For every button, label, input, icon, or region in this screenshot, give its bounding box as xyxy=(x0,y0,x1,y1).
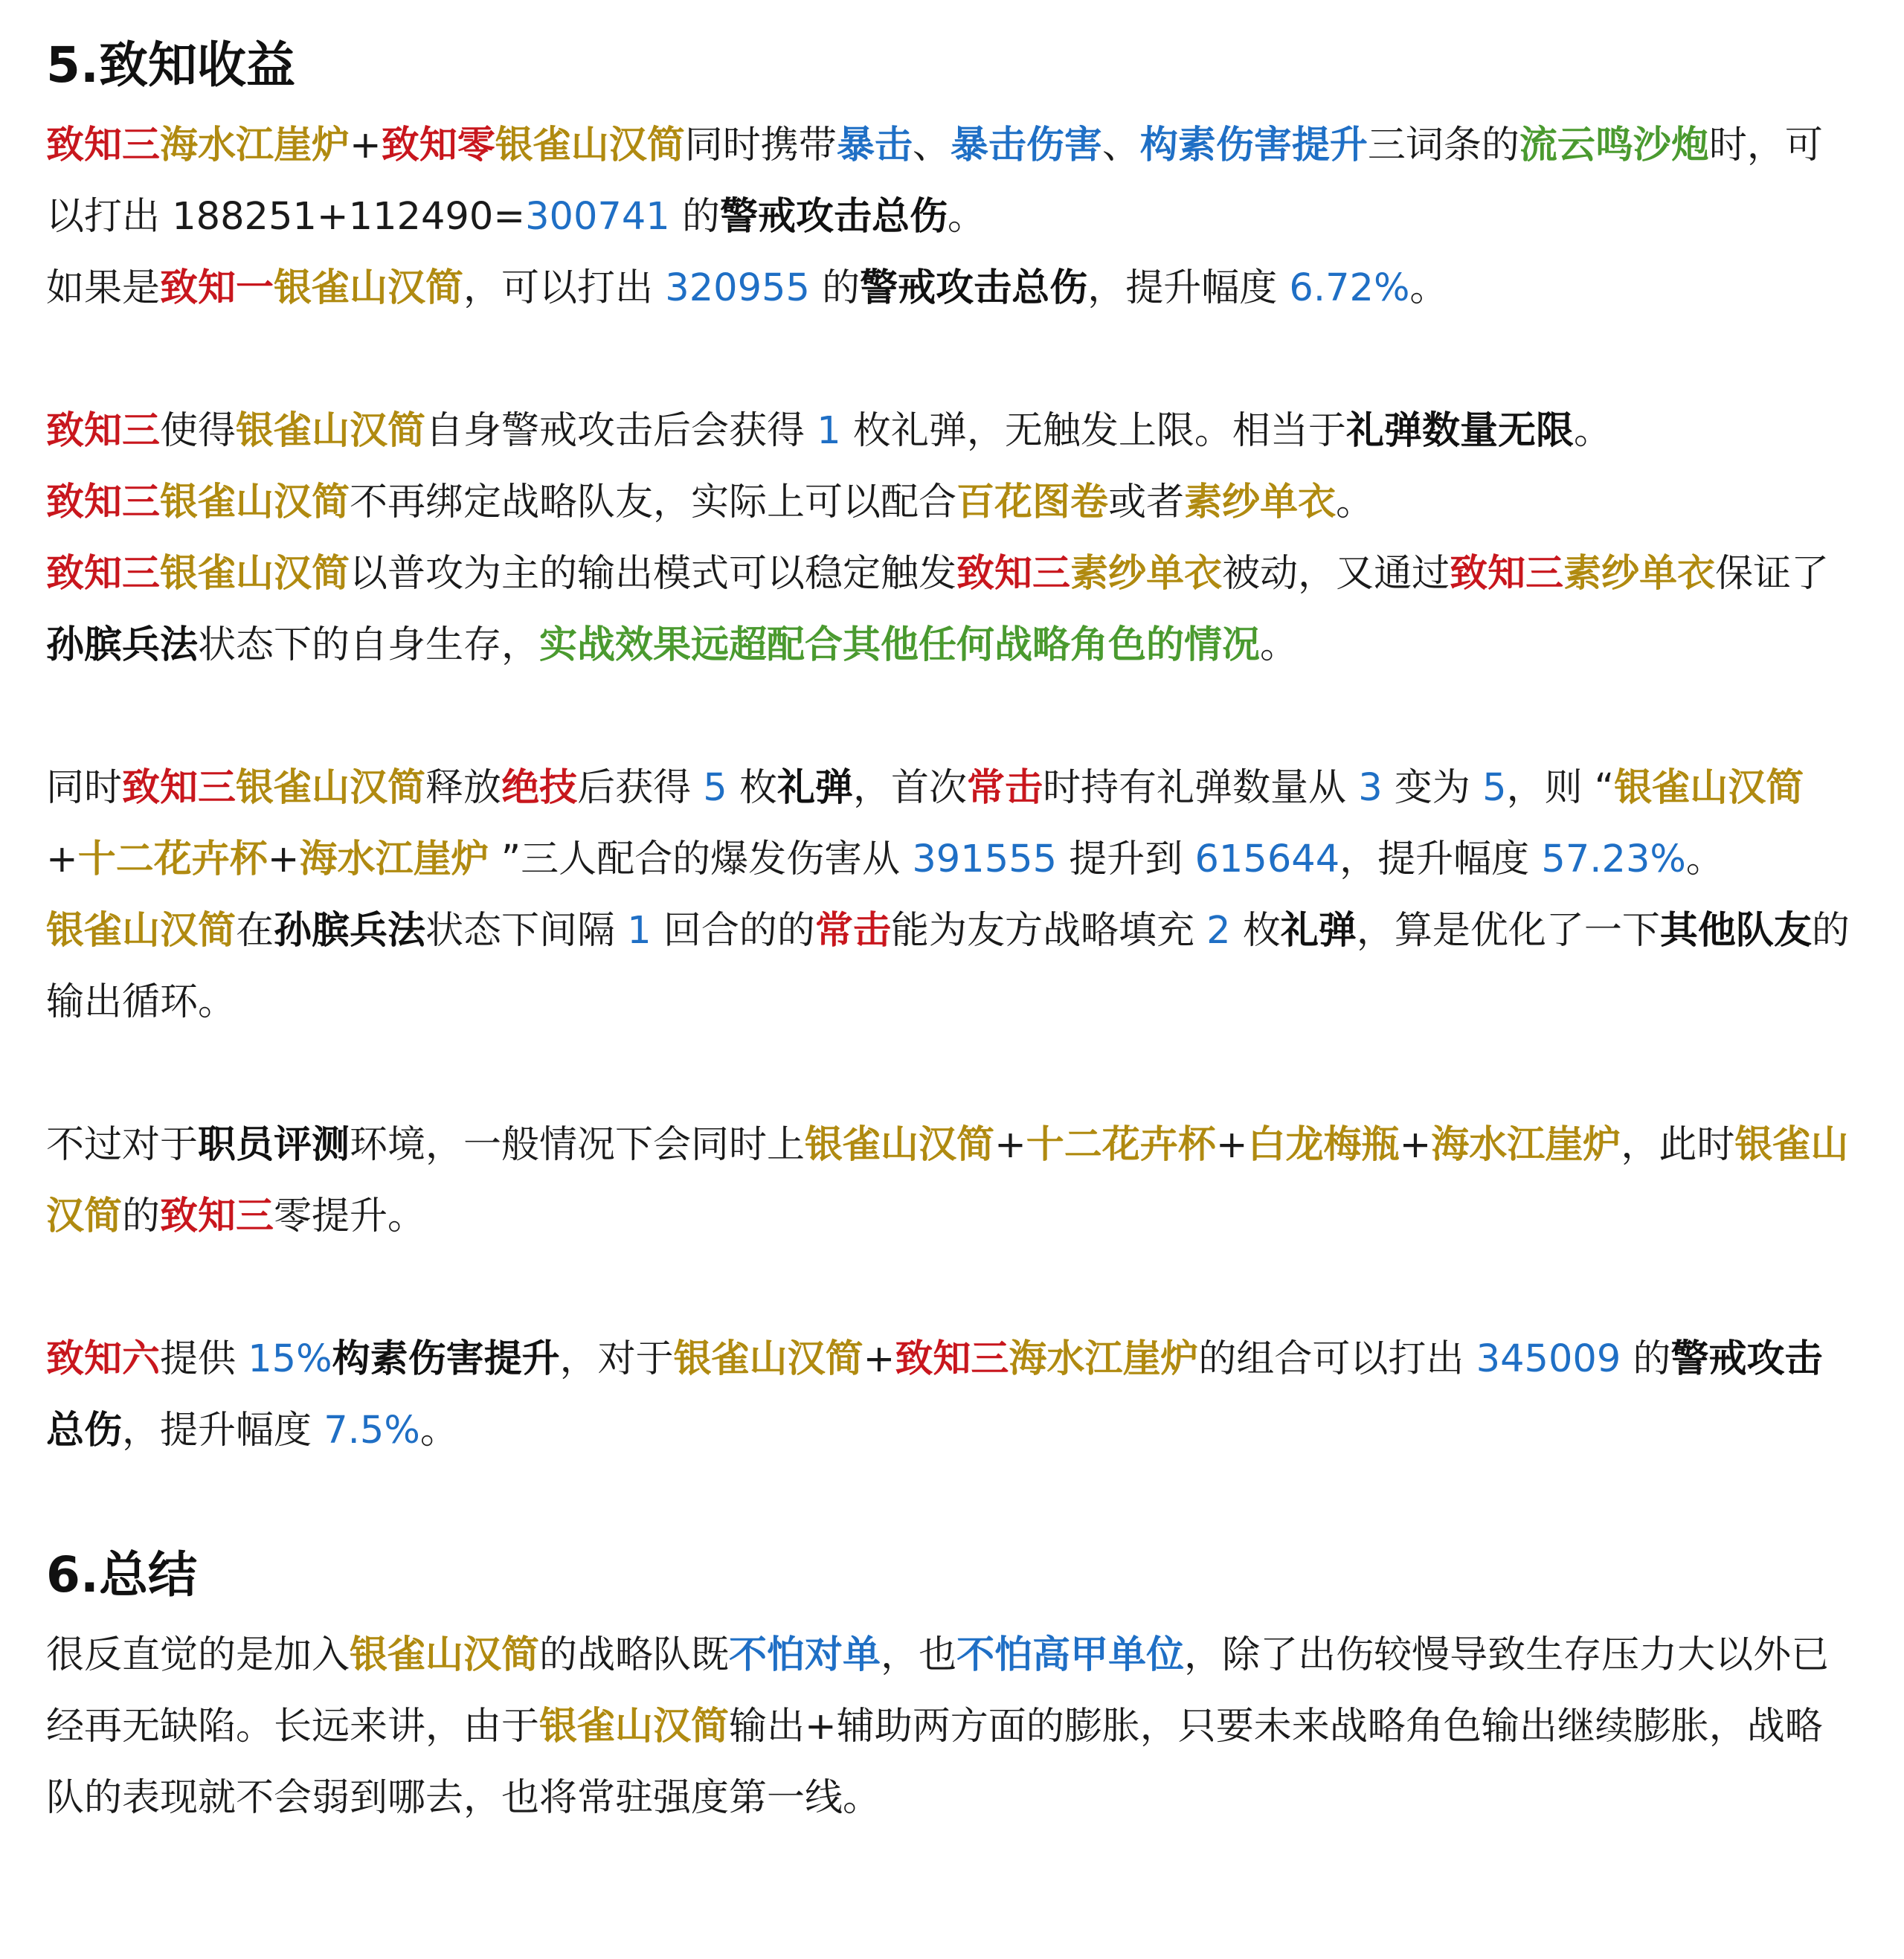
text-run: 警戒攻击总伤 xyxy=(719,195,948,239)
text-run: 1 xyxy=(817,409,841,453)
text-run: 三词条的 xyxy=(1367,123,1519,167)
text-run: 素纱单衣 xyxy=(1070,552,1223,596)
text-run: ”三人配合的爆发伤害从 xyxy=(489,837,913,881)
text-run: 构素伤害提升 xyxy=(332,1337,560,1381)
text-run: 礼弹数量无限 xyxy=(1345,409,1574,453)
text-run: ，首次 xyxy=(852,766,967,810)
text-run: 、 xyxy=(1101,123,1140,167)
text-run: 、 xyxy=(912,123,951,167)
text-run: 。 xyxy=(1336,480,1374,524)
text-run: 1 xyxy=(627,909,652,953)
text-run: 银雀山汉简 xyxy=(1614,766,1804,810)
text-run: 暴击 xyxy=(836,123,913,167)
text-run: 环境，一般情况下会同时上 xyxy=(350,1123,805,1167)
text-run: + xyxy=(267,837,300,881)
text-run: 海水江崖炉 xyxy=(1009,1337,1199,1381)
text-run: 实战效果远超配合其他任何战略角色的情况 xyxy=(539,623,1261,667)
text-run: 银雀山汉简 xyxy=(274,266,464,310)
text-run: 提供 xyxy=(160,1337,248,1381)
text-run: 345009 xyxy=(1476,1337,1621,1381)
text-run: 。 xyxy=(947,195,985,239)
text-run: 致知三 xyxy=(895,1337,1009,1381)
text-run: 自身警戒攻击后会获得 xyxy=(425,409,817,453)
text-run: 如果是 xyxy=(46,266,161,310)
paragraph xyxy=(46,467,1859,538)
text-run: ，可以打出 xyxy=(463,266,666,310)
paragraph xyxy=(46,895,1859,1038)
text-run: 15% xyxy=(248,1337,332,1381)
text-run: 常击 xyxy=(814,909,891,953)
text-run: 的输出循环。 xyxy=(46,909,1850,1024)
text-run: 银雀山汉简 xyxy=(350,1633,540,1677)
text-run: 2 xyxy=(1206,909,1231,953)
paragraph xyxy=(46,253,1859,324)
text-run: 警戒攻击总伤 xyxy=(46,1337,1823,1453)
text-run: 致知三 xyxy=(46,552,161,596)
text-run: ，提升幅度 xyxy=(1339,837,1542,881)
text-run: 十二花卉杯 xyxy=(1026,1123,1216,1167)
text-run: 状态下间隔 xyxy=(425,909,628,953)
paragraph xyxy=(46,396,1859,467)
text-run: 常击 xyxy=(967,766,1043,810)
text-run: 海水江崖炉 xyxy=(1431,1123,1621,1167)
section-6-heading: 6.总结 xyxy=(46,1546,197,1603)
paragraph xyxy=(46,1110,1859,1252)
text-run: 银雀山汉简 xyxy=(495,123,685,167)
text-run: 枚 xyxy=(1230,909,1281,953)
text-run: + xyxy=(994,1123,1026,1167)
text-run: 7.5% xyxy=(324,1409,420,1453)
text-run: + xyxy=(1215,1123,1248,1167)
text-run: 海水江崖炉 xyxy=(160,123,350,167)
text-run: 。 xyxy=(1409,266,1448,310)
text-run: 使得 xyxy=(160,409,237,453)
text-run: 以普攻为主的输出模式可以稳定触发 xyxy=(350,552,957,596)
text-run: 警戒攻击总伤 xyxy=(860,266,1088,310)
text-run: 孙膑兵法 xyxy=(46,623,199,667)
text-run: 致知六 xyxy=(46,1337,161,1381)
text-run: 。 xyxy=(419,1409,458,1453)
text-run: 391555 xyxy=(912,837,1058,881)
text-run: 致知零 xyxy=(381,123,495,167)
text-run: 。 xyxy=(1573,409,1612,453)
text-run: ，提升幅度 xyxy=(122,1409,324,1453)
text-run: 银雀山汉简 xyxy=(46,1123,1849,1238)
text-run: 或者 xyxy=(1108,480,1185,524)
text-run: + xyxy=(1399,1123,1432,1167)
text-run: 同时 xyxy=(46,766,123,810)
text-run: 输出+辅助两方面的膨胀，只要未来战略角色输出继续膨胀，战略队的表现就不会弱到哪去，也将常驻强度第一线。 xyxy=(46,1705,1823,1820)
text-run: ，则 “ xyxy=(1506,766,1615,810)
text-run: 素纱单衣 xyxy=(1563,552,1716,596)
text-run: 银雀山汉简 xyxy=(673,1337,863,1381)
text-run: 的 xyxy=(669,195,720,239)
text-run: 的 xyxy=(122,1194,161,1238)
text-run: 流云鸣沙炮 xyxy=(1519,123,1709,167)
text-run: 素纱单衣 xyxy=(1184,480,1337,524)
text-run: 不怕对单 xyxy=(729,1633,881,1677)
text-run: 枚 xyxy=(727,766,777,810)
text-run: 致知三 xyxy=(122,766,237,810)
text-run: 暴击伤害 xyxy=(950,123,1102,167)
text-run: 孙膑兵法 xyxy=(274,909,426,953)
text-run: 绝技 xyxy=(501,766,578,810)
text-run: 银雀山汉简 xyxy=(236,409,426,453)
text-run: 致知三 xyxy=(46,409,161,453)
text-run: 6.72% xyxy=(1289,266,1410,310)
section-5-heading: 5.致知收益 xyxy=(46,36,295,94)
paragraph xyxy=(46,538,1859,681)
text-run: 致知三 xyxy=(46,480,161,524)
text-run: 状态下的自身生存， xyxy=(198,623,540,667)
text-run: ，也 xyxy=(881,1633,957,1677)
text-run: + xyxy=(46,837,78,881)
text-run: 致知三 xyxy=(956,552,1071,596)
text-run: 不怕高甲单位 xyxy=(956,1633,1185,1677)
text-run: 致知三 xyxy=(46,123,161,167)
text-run: ，提升幅度 xyxy=(1087,266,1290,310)
text-run: 零提升。 xyxy=(274,1194,426,1238)
text-run: 320955 xyxy=(665,266,810,310)
text-run: 构素伤害提升 xyxy=(1139,123,1368,167)
text-run: 。 xyxy=(1260,623,1299,667)
paragraph xyxy=(46,1324,1859,1467)
text-run: 百花图卷 xyxy=(956,480,1109,524)
paragraph xyxy=(46,110,1859,253)
text-run: 职员评测 xyxy=(198,1123,350,1167)
text-run: 的 xyxy=(809,266,861,310)
text-run: 很反直觉的是加入 xyxy=(46,1633,350,1677)
text-run: ，此时 xyxy=(1621,1123,1735,1167)
text-run: 3 xyxy=(1358,766,1383,810)
text-run: 致知三 xyxy=(1450,552,1564,596)
text-run: 57.23% xyxy=(1541,837,1686,881)
text-run: 的组合可以打出 xyxy=(1198,1337,1476,1381)
text-run: ，除了出伤较慢导致生存压力大以外已经再无缺陷。长远来讲，由于 xyxy=(46,1633,1830,1749)
text-run: 同时携带 xyxy=(684,123,837,167)
text-run: 白龙梅瓶 xyxy=(1247,1123,1400,1167)
text-run: 银雀山汉简 xyxy=(160,480,350,524)
text-run: 300741 xyxy=(525,195,670,239)
text-run: 其他队友 xyxy=(1659,909,1812,953)
text-run: 释放 xyxy=(425,766,502,810)
text-run: 的战略队既 xyxy=(539,1633,730,1677)
text-run: + xyxy=(863,1337,895,1381)
text-run: 。 xyxy=(1685,837,1724,881)
text-run: + xyxy=(350,123,382,167)
text-run: 提升到 xyxy=(1057,837,1195,881)
text-run: 回合的的 xyxy=(651,909,815,953)
text-run: 十二花卉杯 xyxy=(77,837,268,881)
text-run: 礼弹 xyxy=(776,766,853,810)
text-run: 银雀山汉简 xyxy=(46,909,237,953)
text-run: 银雀山汉简 xyxy=(539,1705,730,1749)
text-run: 保证了 xyxy=(1715,552,1830,596)
text-run: 致知一 xyxy=(160,266,274,310)
text-run: 变为 xyxy=(1382,766,1483,810)
text-run: ，算是优化了一下 xyxy=(1356,909,1660,953)
text-run: 枚礼弹，无触发上限。相当于 xyxy=(840,409,1346,453)
text-run: 时持有礼弹数量从 xyxy=(1043,766,1359,810)
text-run: 礼弹 xyxy=(1280,909,1357,953)
paragraph xyxy=(46,753,1859,895)
text-run: 被动，又通过 xyxy=(1222,552,1450,596)
text-run: 银雀山汉简 xyxy=(805,1123,995,1167)
text-run: 5 xyxy=(703,766,727,810)
text-run: ，对于 xyxy=(559,1337,674,1381)
text-run: 致知三 xyxy=(160,1194,274,1238)
text-run: 银雀山汉简 xyxy=(236,766,426,810)
paragraph xyxy=(46,1620,1859,1834)
text-run: 的 xyxy=(1621,1337,1671,1381)
text-run: 时，可以打出 188251+112490= xyxy=(46,123,1823,239)
text-run: 在 xyxy=(236,909,274,953)
text-run: 海水江崖炉 xyxy=(299,837,489,881)
text-run: 不再绑定战略队友，实际上可以配合 xyxy=(350,480,957,524)
text-run: 不过对于 xyxy=(46,1123,199,1167)
text-run: 615644 xyxy=(1194,837,1340,881)
text-run: 后获得 xyxy=(577,766,704,810)
text-run: 银雀山汉简 xyxy=(160,552,350,596)
text-run: 5 xyxy=(1482,766,1507,810)
text-run: 能为友方战略填充 xyxy=(890,909,1207,953)
